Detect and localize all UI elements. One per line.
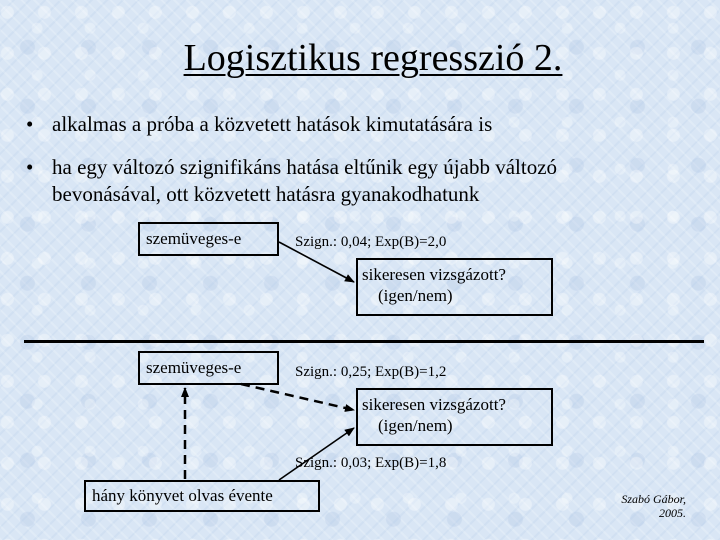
slide-title: Logisztikus regresszió 2. (183, 37, 563, 79)
arrow-bottom-direct-dashed (241, 384, 354, 410)
bullet-symbol: • (26, 155, 34, 179)
stat-label-mediator: Szign.: 0,03; Exp(B)=1,8 (295, 455, 447, 471)
predictor-label: szemüveges-e (146, 358, 242, 377)
stat-label-top: Szign.: 0,04; Exp(B)=2,0 (295, 234, 447, 250)
arrow-top-direct (279, 242, 354, 282)
outcome-label-line-1: sikeresen vizsgázott? (362, 265, 506, 284)
bullet-text-line-2: bevonásával, ott közvetett hatásra gyanakodhatunk (52, 182, 480, 206)
author-credit (621, 492, 686, 520)
bullet-text-line-1: ha egy változó szignifikáns hatása eltűnik egy újabb változó (52, 155, 558, 179)
bullet-symbol: • (26, 112, 34, 136)
outcome-label-line-2: (igen/nem) (378, 286, 453, 305)
predictor-label: szemüveges-e (146, 229, 242, 248)
outcome-label-line-1: sikeresen vizsgázott? (362, 395, 506, 414)
bullet-text: alkalmas a próba a közvetett hatások kimutatására is (52, 112, 493, 136)
credit-line-2: 2005. (659, 506, 686, 520)
mediator-label: hány könyvet olvas évente (92, 486, 273, 505)
stat-label-predictor: Szign.: 0,25; Exp(B)=1,2 (295, 364, 447, 380)
credit-line-1: Szabó Gábor, (621, 492, 686, 506)
arrow-mediator-to-outcome (279, 428, 354, 480)
outcome-label-line-2: (igen/nem) (378, 416, 453, 435)
